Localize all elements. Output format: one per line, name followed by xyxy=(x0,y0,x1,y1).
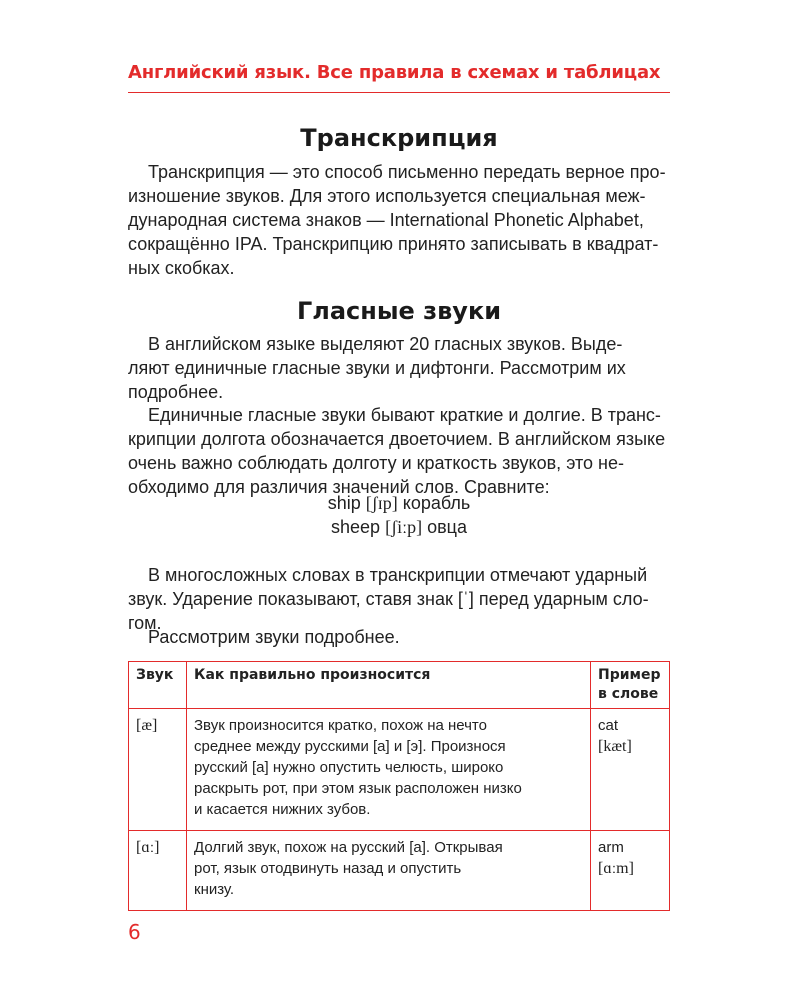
example-translation: корабль xyxy=(402,493,471,513)
running-header: Английский язык. Все правила в схемах и таблицах xyxy=(128,62,661,83)
text-line: крипции долгота обозначается двоеточием. В английском языке xyxy=(128,429,666,449)
description-line: раскрыть рот, при этом язык расположен низко xyxy=(194,780,522,797)
text-line: Единичные гласные звуки бывают краткие и долгие. В транс- xyxy=(148,405,661,425)
description-line: книзу. xyxy=(194,881,235,898)
transcription-paragraph xyxy=(128,160,670,280)
text-line: В английском языке выделяют 20 гласных звуков. Выде- xyxy=(148,334,623,354)
text-line: очень важно соблюдать долготу и краткость звуков, это не- xyxy=(128,453,624,473)
text-line: изношение звуков. Для этого используется специальная меж- xyxy=(128,186,646,206)
example-word: arm xyxy=(598,839,624,856)
example-transcription: [ʃɪp] xyxy=(365,493,398,513)
text-line: подробнее. xyxy=(128,382,224,402)
details-intro xyxy=(128,625,670,649)
sound-cell: [ɑː] xyxy=(129,831,187,911)
description-line: Долгий звук, похож на русский [а]. Открывая xyxy=(194,839,503,856)
vowel-sounds-table xyxy=(128,661,670,911)
description-line: среднее между русскими [а] и [э]. Произнося xyxy=(194,738,506,755)
text-line: ных скобках. xyxy=(128,258,235,278)
description-cell xyxy=(187,831,591,911)
header-example: Пример в слове xyxy=(591,662,670,709)
example-translation: овца xyxy=(427,517,467,537)
section-title-transcription: Транскрипция xyxy=(300,124,498,152)
example-transcription: [kæt] xyxy=(598,738,632,755)
text-line: В многосложных словах в транскрипции отмечают ударный xyxy=(148,565,648,585)
text-line: гом. xyxy=(128,613,162,633)
text-line: ляют единичные гласные звуки и дифтонги. Рассмотрим их xyxy=(128,358,626,378)
page-number: 6 xyxy=(128,920,141,944)
example-transcription: [ɑːm] xyxy=(598,860,634,877)
example-word: cat xyxy=(598,717,619,734)
example-transcription: [ʃiːp] xyxy=(385,517,423,537)
table-row xyxy=(129,709,670,831)
example-cell xyxy=(591,709,670,831)
text-line: Транскрипция — это способ письменно передать верное про- xyxy=(148,162,666,182)
header-sound: Звук xyxy=(129,662,187,709)
text-line: звук. Ударение показывают, ставя знак [ˈ] перед ударным сло- xyxy=(128,589,649,609)
text-line: Рассмотрим звуки подробнее. xyxy=(148,627,400,647)
vowels-paragraph-1 xyxy=(128,332,670,404)
example-ship xyxy=(128,491,670,515)
description-line: русский [а] нужно опустить челюсть, широко xyxy=(194,759,504,776)
example-cell xyxy=(591,831,670,911)
example-word: ship xyxy=(327,493,361,513)
header-pronunciation: Как правильно произносится xyxy=(187,662,591,709)
description-line: Звук произносится кратко, похож на нечто xyxy=(194,717,487,734)
example-sheep xyxy=(128,515,670,539)
text-line: дународная система знаков — International Phonetic Alphabet, xyxy=(128,210,644,230)
description-line: и касается нижних зубов. xyxy=(194,801,371,818)
description-line: рот, язык отодвинуть назад и опустить xyxy=(194,860,462,877)
vowels-paragraph-2 xyxy=(128,403,670,499)
description-cell xyxy=(187,709,591,831)
header-divider xyxy=(128,92,670,93)
text-line: сокращённо IPA. Транскрипцию принято записывать в квадрат- xyxy=(128,234,659,254)
sound-cell: [æ] xyxy=(129,709,187,831)
table-header-row xyxy=(129,662,670,709)
example-word: sheep xyxy=(331,517,381,537)
text-line: обходимо для различия значений слов. Сравните: xyxy=(128,477,550,497)
section-title-vowels: Гласные звуки xyxy=(296,297,502,325)
table-row xyxy=(129,831,670,911)
